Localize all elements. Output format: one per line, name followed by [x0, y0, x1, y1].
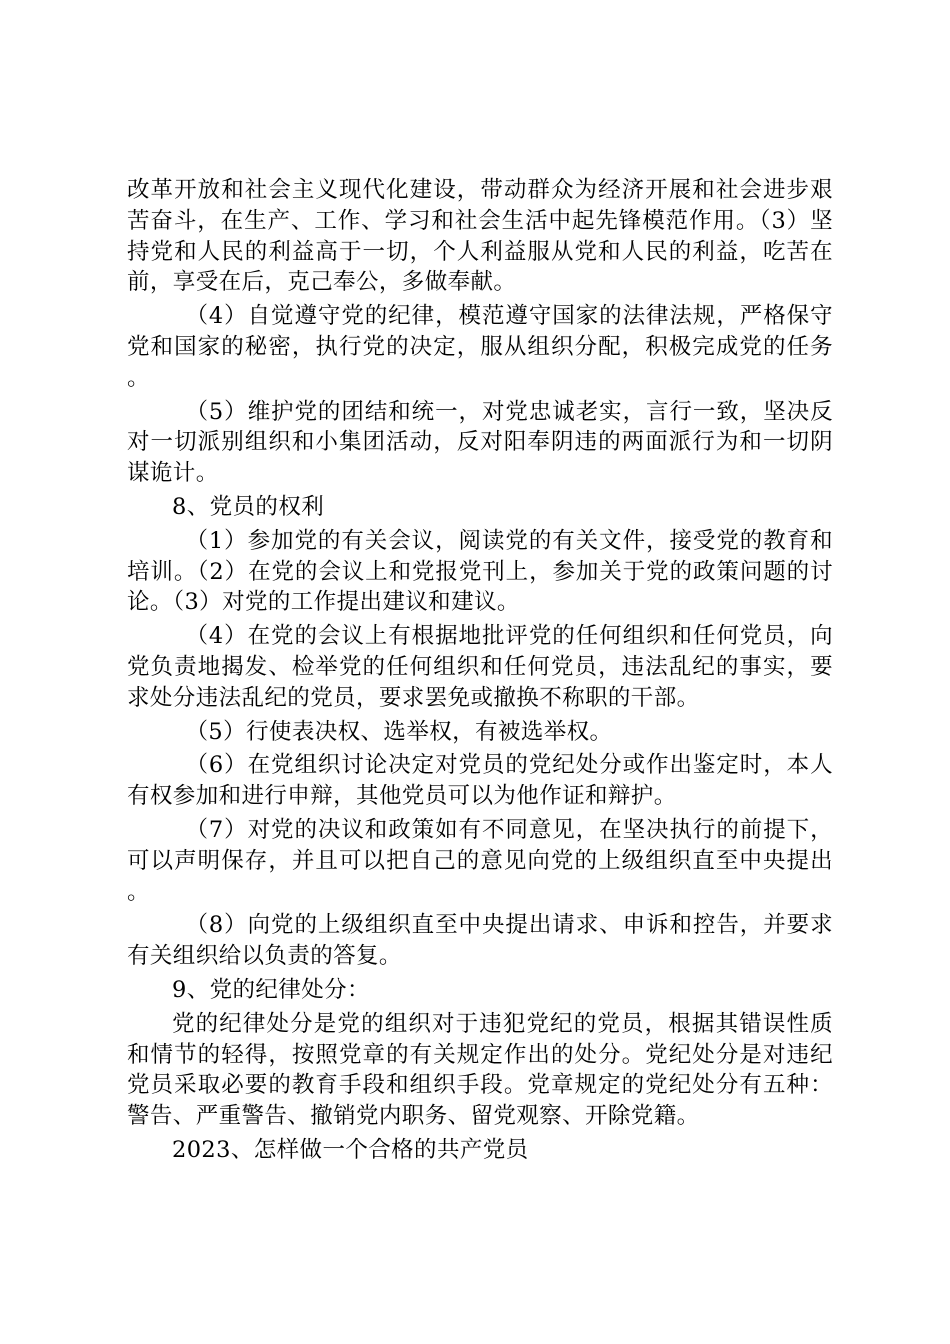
heading-qualified-member: 2023、怎样做一个合格的共产党员 — [172, 1136, 529, 1163]
heading-member-rights: 8、党员的权利 — [172, 493, 325, 520]
paragraph-continuation: 改革开放和社会主义现代化建设，带动群众为经济开展和社会进步艰苦奋斗，在生产、工作、学习和社会生活中起先锋模范作用。（3）坚持党和人民的利益高于一切，个人利益服从党和人民的利益，吃苦在前，享受在后，克己奉公，多做奉献。 — [127, 177, 833, 296]
document-body — [127, 175, 833, 1169]
paragraph-right-6: （6）在党组织讨论决定对党员的党纪处分或作出鉴定时，本人有权参加和进行申辩，其他党员可以为他作证和辩护。 — [127, 752, 833, 810]
paragraph-right-7: （7）对党的决议和政策如有不同意见，在坚决执行的前提下，可以声明保存，并且可以把自己的意见向党的上级组织直至中央提出。 — [127, 816, 833, 905]
paragraph-duty-5: （5）维护党的团结和统一，对党忠诚老实，言行一致，坚决反对一切派别组织和小集团活动，反对阳奉阴违的两面派行为和一切阴谋诡计。 — [127, 398, 833, 487]
heading-discipline: 9、党的纪律处分： — [172, 976, 370, 1003]
paragraph-right-1-3: （1）参加党的有关会议，阅读党的有关文件，接受党的教育和培训。（2）在党的会议上和党报党刊上，参加关于党的政策问题的讨论。（3）对党的工作提出建议和建议。 — [127, 527, 833, 616]
paragraph-right-8: （8）向党的上级组织直至中央提出请求、申诉和控告，并要求有关组织给以负责的答复。 — [127, 912, 833, 970]
paragraph-right-5: （5）行使表决权、选举权，有被选举权。 — [185, 718, 613, 745]
paragraph-duty-4: （4）自觉遵守党的纪律，模范遵守国家的法律法规，严格保守党和国家的秘密，执行党的决定，服从组织分配，积极完成党的任务。 — [127, 303, 833, 391]
paragraph-right-4: （4）在党的会议上有根据地批评党的任何组织和任何党员，向党负责地揭发、检举党的任何组织和任何党员，违法乱纪的事实，要求处分违法乱纪的党员，要求罢免或撤换不称职的干部。 — [127, 623, 833, 711]
paragraph-discipline: 党的纪律处分是党的组织对于违犯党纪的党员，根据其错误性质和情节的轻得，按照党章的有关规定作出的处分。党纪处分是对违纪党员采取必要的教育手段和组织手段。党章规定的党纪处分有五种：警告、严重警告、撤销党内职务、留党观察、开除党籍。 — [127, 1010, 833, 1130]
